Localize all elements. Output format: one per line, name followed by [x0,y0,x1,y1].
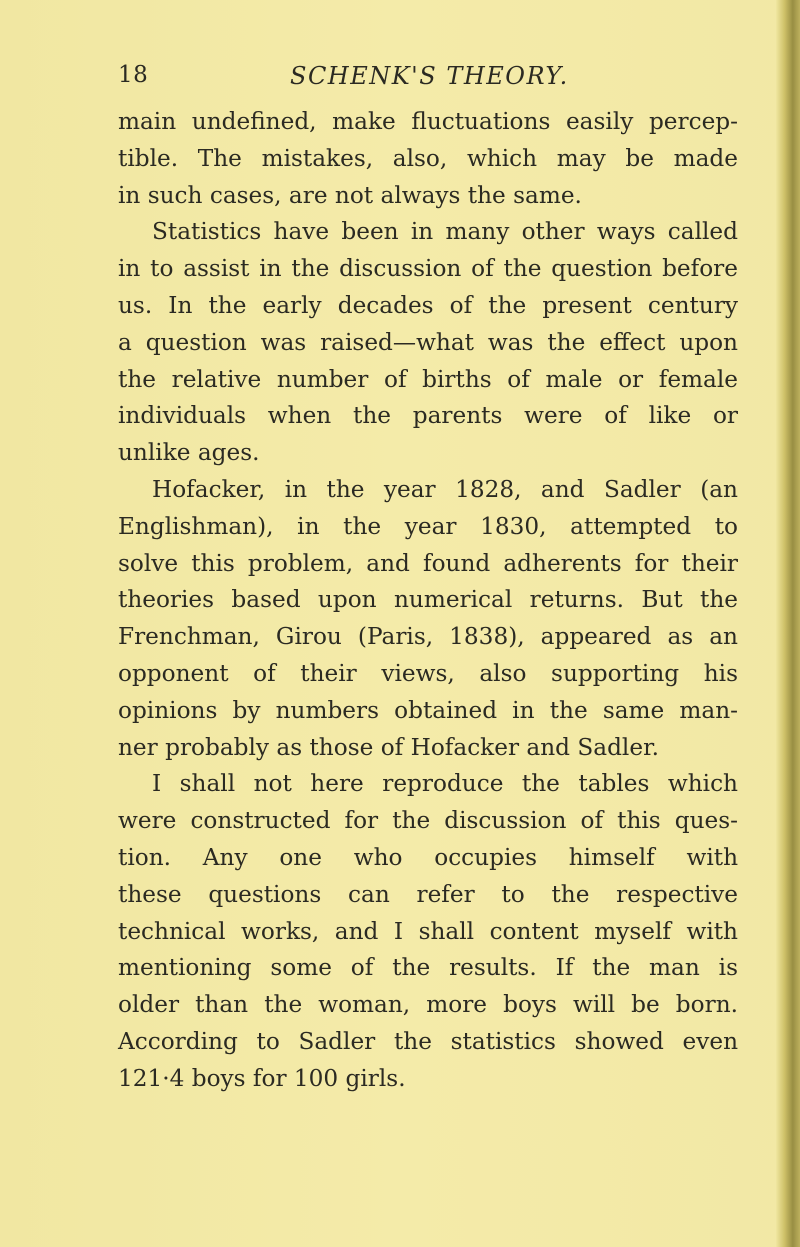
text-line: Hofacker, in the year 1828, and Sadler (an [152,475,738,503]
text-line: a question was raised—what was the effect upon [118,328,738,356]
text-line: ner probably as those of Hofacker and Sadler. [118,733,659,761]
page-edge [776,0,800,1247]
text-line: 121·4 boys for 100 girls. [118,1064,406,1092]
text-line: these questions can refer to the respective [118,880,738,908]
text-line: Statistics have been in many other ways called [152,218,738,246]
text-line: tible. The mistakes, also, which may be made [118,144,738,172]
text-line: were constructed for the discussion of this ques- [118,807,738,835]
text-line: According to Sadler the statistics showed even [118,1027,738,1055]
text-line: in such cases, are not always the same. [118,181,582,209]
text-line: older than the woman, more boys will be born. [118,991,738,1019]
text-line: technical works, and I shall content myself with [118,917,738,945]
text-line: in to assist in the discussion of the question before [118,255,738,283]
running-title: SCHENK'S THEORY. [290,62,569,90]
text-line: tion. Any one who occupies himself with [118,843,738,871]
text-line: us. In the early decades of the present century [118,291,738,319]
text-line: solve this problem, and found adherents for their [118,549,738,577]
text-line: unlike ages. [118,439,260,467]
text-line: main undefined, make fluctuations easily percep- [118,108,738,135]
text-line: Englishman), in the year 1830, attempted to [118,512,738,540]
page-number: 18 [118,62,149,88]
text-line: individuals when the parents were of like or [118,402,738,430]
text-line: opponent of their views, also supporting his [118,659,738,687]
text-line: I shall not here reproduce the tables which [152,770,738,798]
text-line: theories based upon numerical returns. But the [118,586,738,614]
text-line: Frenchman, Girou (Paris, 1838), appeared as an [118,623,738,651]
text-line: opinions by numbers obtained in the same man- [118,696,738,724]
text-line: mentioning some of the results. If the man is [118,954,738,982]
text-line: the relative number of births of male or female [118,365,738,393]
running-head [118,62,738,92]
body-text [118,104,738,1098]
